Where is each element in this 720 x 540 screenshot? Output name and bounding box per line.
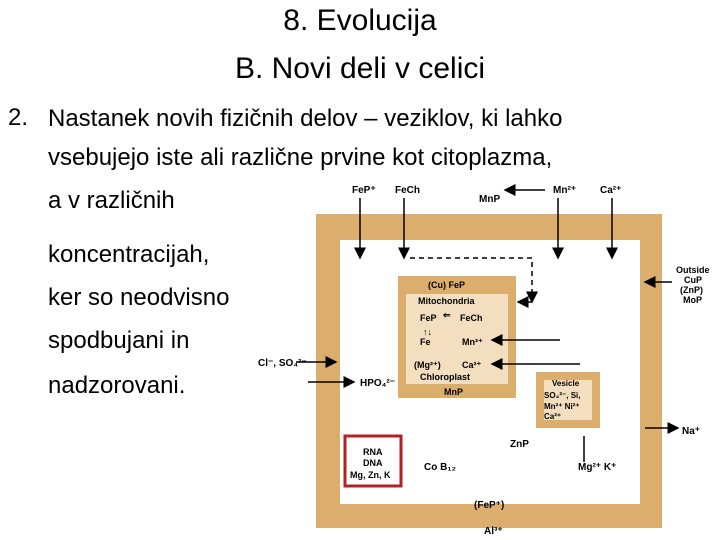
bullet-number: 2. [8,104,29,131]
slide-subtitle: B. Novi deli v celici [234,52,486,85]
label-fech-top: FeCh [395,185,420,196]
bullet-line-1: Nastanek novih fizičnih delov – veziklov, ki lahko [48,105,563,132]
label-fep-bottom: (FeP⁺) [474,500,505,511]
svg-text:Mg, Zn, K: Mg, Zn, K [350,470,391,480]
label-vesicle: Vesicle [552,379,580,388]
svg-text:CuP: CuP [684,275,702,285]
label-mn-top: Mn²⁺ [553,185,577,196]
svg-text:Mn²⁺ Ni²⁺: Mn²⁺ Ni²⁺ [544,402,580,411]
bullet-line-4: koncentracijah, [48,241,210,268]
label-cl-so4: Cl⁻, SO₄²⁻ [258,358,307,369]
svg-text:FeP: FeP [420,313,437,323]
svg-text:Fe: Fe [420,337,431,347]
label-hpo4: HPO₄²⁻ [360,378,396,389]
label-na: Na⁺ [682,426,701,437]
bullet-line-2: vsebujejo iste ali različne prvine kot citoplazma, [48,144,553,171]
label-cob12: Co B₁₂ [424,462,456,473]
label-mnp-top: MnP [479,194,501,205]
label-mitochondria: Mitochondria [418,296,475,306]
outside-label: Outside [676,265,710,275]
bullet-line-5: ker so neodvisno [48,284,230,311]
svg-text:Ca²⁺: Ca²⁺ [544,412,562,421]
svg-text:(Mg²⁺): (Mg²⁺) [414,360,441,370]
svg-text:RNA: RNA [363,447,383,457]
label-al: Al³⁺ [484,526,503,537]
label-mnp-inner: MnP [444,387,463,397]
svg-text:MoP: MoP [683,295,702,305]
bullet-line-6: spodbujani in [48,327,190,354]
slide-title: 8. Evolucija [283,4,437,37]
label-chloroplast: Chloroplast [420,372,471,382]
label-ca-top: Ca²⁺ [600,185,622,196]
svg-text:DNA: DNA [363,458,383,468]
svg-text:FeCh: FeCh [460,313,483,323]
label-cu-fep: (Cu) FeP [428,280,465,290]
label-fep-plus: FeP⁺ [352,185,376,196]
svg-text:↑↓: ↑↓ [423,327,432,337]
label-znp: ZnP [510,439,529,450]
bullet-line-3: a v različnih [48,187,175,214]
svg-text:(ZnP): (ZnP) [680,285,703,295]
svg-text:Ca²⁺: Ca²⁺ [462,360,482,370]
svg-text:SO₄²⁻, Si,: SO₄²⁻, Si, [544,391,581,400]
svg-text:⇐: ⇐ [443,310,451,320]
label-mg-k: Mg²⁺ K⁺ [578,462,617,473]
svg-text:Mn²⁺: Mn²⁺ [462,337,483,347]
bullet-line-7: nadzorovani. [48,372,186,399]
